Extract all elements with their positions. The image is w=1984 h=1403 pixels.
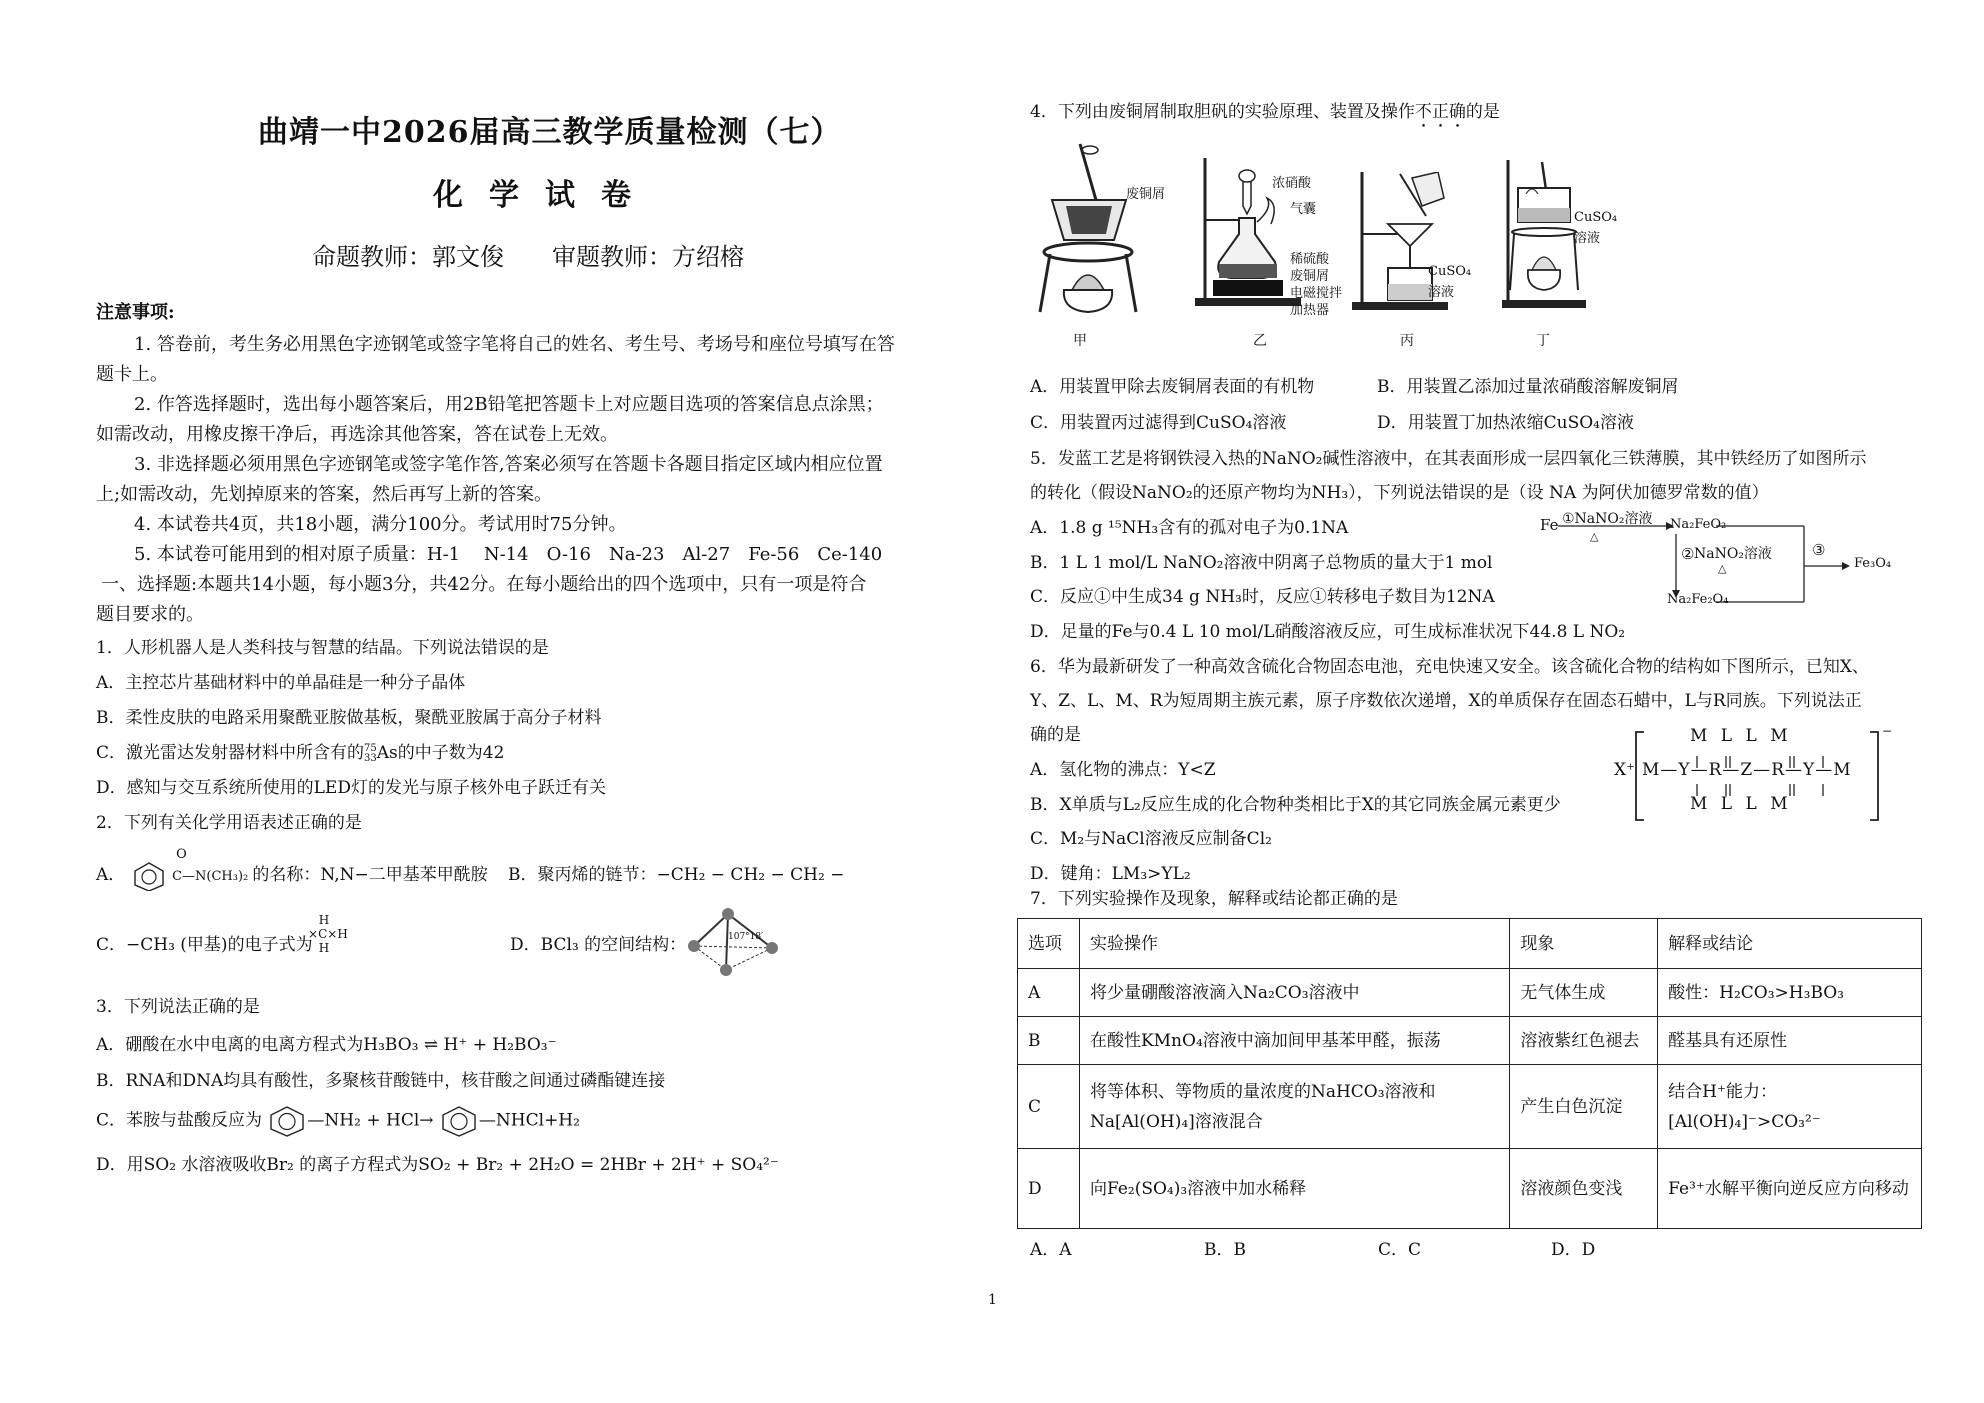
q7-answer-c: C．C: [1378, 1240, 1422, 1260]
table-cell: 向Fe₂(SO₄)₃溶液中加水稀释: [1079, 1149, 1509, 1229]
ding-label-sol1: CuSO₄: [1574, 210, 1618, 225]
q1-option-c: [96, 738, 504, 764]
table-cell: 溶液紫红色褪去: [1510, 1017, 1658, 1065]
q6-option-d: D．键角：LM₃>YL₂: [1030, 864, 1191, 884]
bing-label-sol1: CuSO₄: [1428, 264, 1472, 279]
table-cell: 酸性：H₂CO₃>H₃BO₃: [1658, 969, 1922, 1017]
table-cell: 在酸性KMnO₄溶液中滴加间甲基苯甲醛，振荡: [1079, 1017, 1509, 1065]
notice-item-3: 3. 非选择题必须用黑色字迹钢笔或签字笔作答,答案必须写在答题卡各题目指定区域内相应位置: [134, 454, 883, 475]
q7-answer-a: A．A: [1030, 1240, 1072, 1260]
q3-c-reagent: —NH₂ + HCl→: [307, 1110, 434, 1131]
exam-subtitle: 化学试卷: [433, 178, 657, 213]
table-row: [1018, 1149, 1922, 1229]
q5-stem-1: 5．发蓝工艺是将钢铁浸入热的NaNO₂碱性溶液中，在其表面形成一层四氧化三铁薄膜，其中铁经历了如图所示: [1030, 449, 1867, 469]
table-row: [1018, 969, 1922, 1017]
q5-option-c: C．反应①中生成34 g NH₃时，反应①转移电子数目为12NA: [1030, 587, 1495, 607]
jia-label-scrap: 废铜屑: [1126, 187, 1166, 202]
q6-main-chain: M—Y—R—Z—R—Y—M: [1642, 760, 1852, 780]
caption-ding: 丁: [1536, 333, 1550, 349]
q3-stem: 3．下列说法正确的是: [96, 997, 260, 1017]
table-cell: 将等体积、等物质的量浓度的NaHCO₃溶液和Na[Al(OH)₄]溶液混合: [1079, 1065, 1509, 1149]
table-header-row: [1018, 919, 1922, 969]
q5-step2: ②: [1681, 545, 1695, 563]
q2-option-b: B．聚丙烯的链节：−CH₂ − CH₂ − CH₂ −: [508, 865, 845, 885]
q6-charge: −: [1882, 724, 1893, 738]
q6-top-atoms: M L L M: [1690, 726, 1788, 746]
table-cell: 无气体生成: [1510, 969, 1658, 1017]
bcl3-structure-diagram: [684, 906, 784, 978]
q2-option-a: [96, 847, 488, 891]
q7-answer-b: B．B: [1204, 1240, 1246, 1260]
notice-item-3b: 上;如需改动，先划掉原来的答案，然后再写上新的答案。: [96, 484, 553, 505]
q1-option-c-text: C．激光雷达发射器材料中所含有的: [96, 743, 365, 763]
table-row: [1018, 1065, 1922, 1149]
q5-stem-2: 的转化（假设NaNO₂的还原产物均为NH₃），下列说法错误的是（设 NA 为阿伏加德罗常数的值）: [1030, 483, 1769, 503]
caption-jia: 甲: [1073, 333, 1087, 349]
table-row: [1018, 1017, 1922, 1065]
q4-stem: [1030, 97, 1500, 132]
q5-option-d: D．足量的Fe与0.4 L 10 mol/L硝酸溶液反应，可生成标准状况下44.8 L NO₂: [1030, 622, 1626, 642]
notice-item-4: 4. 本试卷共4页，共18小题，满分100分。考试用时75分钟。: [134, 514, 627, 535]
q2-a-label: A．: [96, 865, 126, 885]
header-phenomenon: 现象: [1510, 919, 1658, 969]
q5-step2-reagent: NaNO₂溶液: [1694, 546, 1772, 562]
q4-option-b: B．用装置乙添加过量浓硝酸溶解废铜屑: [1377, 377, 1679, 397]
q5-na2feo2: Na₂FeO₂: [1670, 517, 1727, 532]
q5-delta-1: △: [1590, 530, 1599, 543]
q1-atomic-number: 33: [364, 752, 377, 764]
table-cell: D: [1018, 1149, 1080, 1229]
bcl3-angle-label: 107°18′: [728, 932, 764, 942]
section-1-line2: 题目要求的。: [96, 604, 204, 625]
benzene-ring-icon: [131, 861, 167, 891]
q1-stem: 1．人形机器人是人类科技与智慧的结晶。下列说法错误的是: [96, 638, 549, 658]
q2-amide-group: [172, 847, 252, 884]
table-cell: A: [1018, 969, 1080, 1017]
benzene-ring-icon: [439, 1105, 479, 1137]
q6-option-b: B．X单质与L₂反应生成的化合物种类相比于X的其它同族金属元素更少: [1030, 795, 1561, 815]
q3-c-product: —NHCl+H₂: [478, 1110, 580, 1131]
header-operation: 实验操作: [1079, 919, 1509, 969]
q5-option-b: B．1 L 1 mol/L NaNO₂溶液中阴离子总物质的量大于1 mol: [1030, 553, 1493, 573]
q4-option-c: C．用装置丙过滤得到CuSO₄溶液: [1030, 413, 1287, 433]
q1-mass-number: 75: [364, 742, 377, 754]
notice-item-1: 1. 答卷前，考生务必用黑色字迹钢笔或签字笔将自己的姓名、考生号、考场号和座位号填写在答: [134, 334, 895, 355]
q6-stem-2: Y、Z、L、M、R为短周期主族元素，原子序数依次递增，X的单质保存在固态石蜡中，L与R同族。下列说法正: [1030, 691, 1862, 711]
apparatus-jia-diagram: [1030, 140, 1142, 320]
q3-c-text: C．苯胺与盐酸反应为: [96, 1110, 263, 1131]
methyl-h-top: H: [318, 913, 330, 927]
q6-option-c: C．M₂与NaCl溶液反应制备Cl₂: [1030, 829, 1272, 849]
methyl-h-right: H: [337, 927, 348, 941]
q4-stem-tail: 的是: [1465, 102, 1500, 122]
q3-option-d: D．用SO₂ 水溶液吸收Br₂ 的离子方程式为SO₂ + Br₂ + 2H₂O = 2HBr + 2H⁺ + SO₄²⁻: [96, 1155, 779, 1175]
q2-amide-text: C—N(CH₃)₂: [172, 869, 249, 884]
q6-bottom-atoms: M L L M: [1690, 794, 1788, 814]
table-cell: 产生白色沉淀: [1510, 1065, 1658, 1149]
exam-authors: 命题教师：郭文俊 审题教师：方绍榕: [312, 243, 744, 271]
header-option: 选项: [1018, 919, 1080, 969]
yi-label-scrap: 废铜屑: [1290, 269, 1330, 284]
q2-c-text: C．−CH₃ (甲基)的电子式为: [96, 935, 313, 955]
q3-option-a: A．硼酸在水中电离的电离方程式为H₃BO₃ ⇌ H⁺ + H₂BO₃⁻: [96, 1035, 557, 1055]
q5-step1: ①NaNO₂溶液: [1562, 511, 1653, 527]
exam-title: 曲靖一中2026届高三教学质量检测（七）: [258, 115, 842, 150]
table-cell: Fe³⁺水解平衡向逆反应方向移动: [1658, 1149, 1922, 1229]
methyl-h-bottom: H: [318, 941, 330, 955]
q5-na2fe2o4: Na₂Fe₂O₄: [1667, 592, 1729, 607]
q1-option-a: A．主控芯片基础材料中的单晶硅是一种分子晶体: [96, 673, 466, 693]
q1-option-c-tail: As的中子数为42: [376, 743, 505, 763]
q6-option-a: A．氢化物的沸点：Y<Z: [1030, 760, 1216, 780]
ding-label-sol2: 溶液: [1574, 231, 1601, 246]
table-cell: B: [1018, 1017, 1080, 1065]
table-cell: 将少量硼酸溶液滴入Na₂CO₃溶液中: [1079, 969, 1509, 1017]
table-cell: 醛基具有还原性: [1658, 1017, 1922, 1065]
yi-label-heater1: 电磁搅拌: [1290, 286, 1343, 301]
q6-cation: X⁺: [1614, 760, 1636, 780]
page-number: 1: [988, 1292, 997, 1308]
q2-option-d: D．BCl₃ 的空间结构：: [510, 935, 687, 955]
q7-stem: 7．下列实验操作及现象，解释或结论都正确的是: [1030, 889, 1398, 909]
q5-delta-2: △: [1718, 562, 1727, 575]
caption-yi: 乙: [1253, 333, 1267, 349]
q5-fe3o4: Fe₃O₄: [1854, 556, 1892, 571]
q5-step3: ③: [1812, 541, 1826, 559]
q6-stem-1: 6．华为最新研发了一种高效含硫化合物固态电池，充电快速又安全。该含硫化合物的结构如下图所示，已知X、: [1030, 657, 1869, 677]
yi-label-dilute: 稀硫酸: [1290, 252, 1330, 267]
methyl-c-row: ×C×H: [308, 927, 348, 941]
notice-item-2: 2. 作答选择题时，选出每小题答案后，用2B铅笔把答题卡上对应题目选项的答案信息点涂黑；: [134, 394, 884, 415]
q2-amide-oxygen: O: [176, 847, 187, 862]
table-cell: C: [1018, 1065, 1080, 1149]
q7-answer-d: D．D: [1551, 1240, 1596, 1260]
table-cell: 溶液颜色变浅: [1510, 1149, 1658, 1229]
q4-option-a: A．用装置甲除去废铜屑表面的有机物: [1030, 377, 1315, 397]
notice-item-5: 5. 本试卷可能用到的相对原子质量：H-1 N-14 O-16 Na-23 Al-27 Fe-56 Ce-140: [134, 544, 883, 565]
q5-option-a: A．1.8 g ¹⁵NH₃含有的孤对电子为0.1NA: [1030, 518, 1349, 538]
q4-stem-emphasis: 不正确: [1414, 102, 1466, 122]
q3-option-b: B．RNA和DNA均具有酸性，多聚核苷酸链中，核苷酸之间通过磷酯键连接: [96, 1071, 666, 1091]
q5-fe: Fe: [1540, 516, 1559, 534]
q1-isotope: [364, 744, 377, 764]
notice-item-1b: 题卡上。: [96, 364, 168, 385]
q6-stem-3: 确的是: [1030, 725, 1081, 745]
notice-item-2b: 如需改动，用橡皮擦干净后，再选涂其他答案，答在试卷上无效。: [96, 424, 618, 445]
caption-bing: 丙: [1400, 333, 1414, 349]
q4-stem-text: 4．下列由废铜屑制取胆矾的实验原理、装置及操作: [1030, 102, 1415, 122]
q3-option-c: [96, 1105, 580, 1137]
table-cell: 结合H⁺能力：[Al(OH)₄]⁻>CO₃²⁻: [1658, 1065, 1922, 1149]
yi-label-acid: 浓硝酸: [1272, 176, 1312, 191]
q7-table: [1017, 918, 1922, 1229]
q1-option-b: B．柔性皮肤的电路采用聚酰亚胺做基板，聚酰亚胺属于高分子材料: [96, 708, 602, 728]
q2-a-name: 的名称：N,N−二甲基苯甲酰胺: [252, 865, 488, 885]
q2-stem: 2．下列有关化学用语表述正确的是: [96, 813, 362, 833]
bing-label-sol2: 溶液: [1428, 285, 1455, 300]
benzene-ring-icon: [267, 1105, 307, 1137]
q1-option-d: D．感知与交互系统所使用的LED灯的发光与原子核外电子跃迁有关: [96, 778, 606, 798]
notice-heading: 注意事项:: [96, 302, 175, 323]
section-1-line1: 一、选择题:本题共14小题，每小题3分，共42分。在每小题给出的四个选项中，只有一项是符合: [101, 574, 867, 595]
methyl-c: C: [318, 927, 328, 941]
q4-option-d: D．用装置丁加热浓缩CuSO₄溶液: [1377, 413, 1634, 433]
yi-label-heater2: 加热器: [1290, 303, 1330, 318]
q2-option-c: [96, 930, 313, 955]
methyl-electron-formula: [308, 913, 348, 955]
header-conclusion: 解释或结论: [1658, 919, 1922, 969]
yi-label-bag: 气囊: [1290, 202, 1317, 217]
